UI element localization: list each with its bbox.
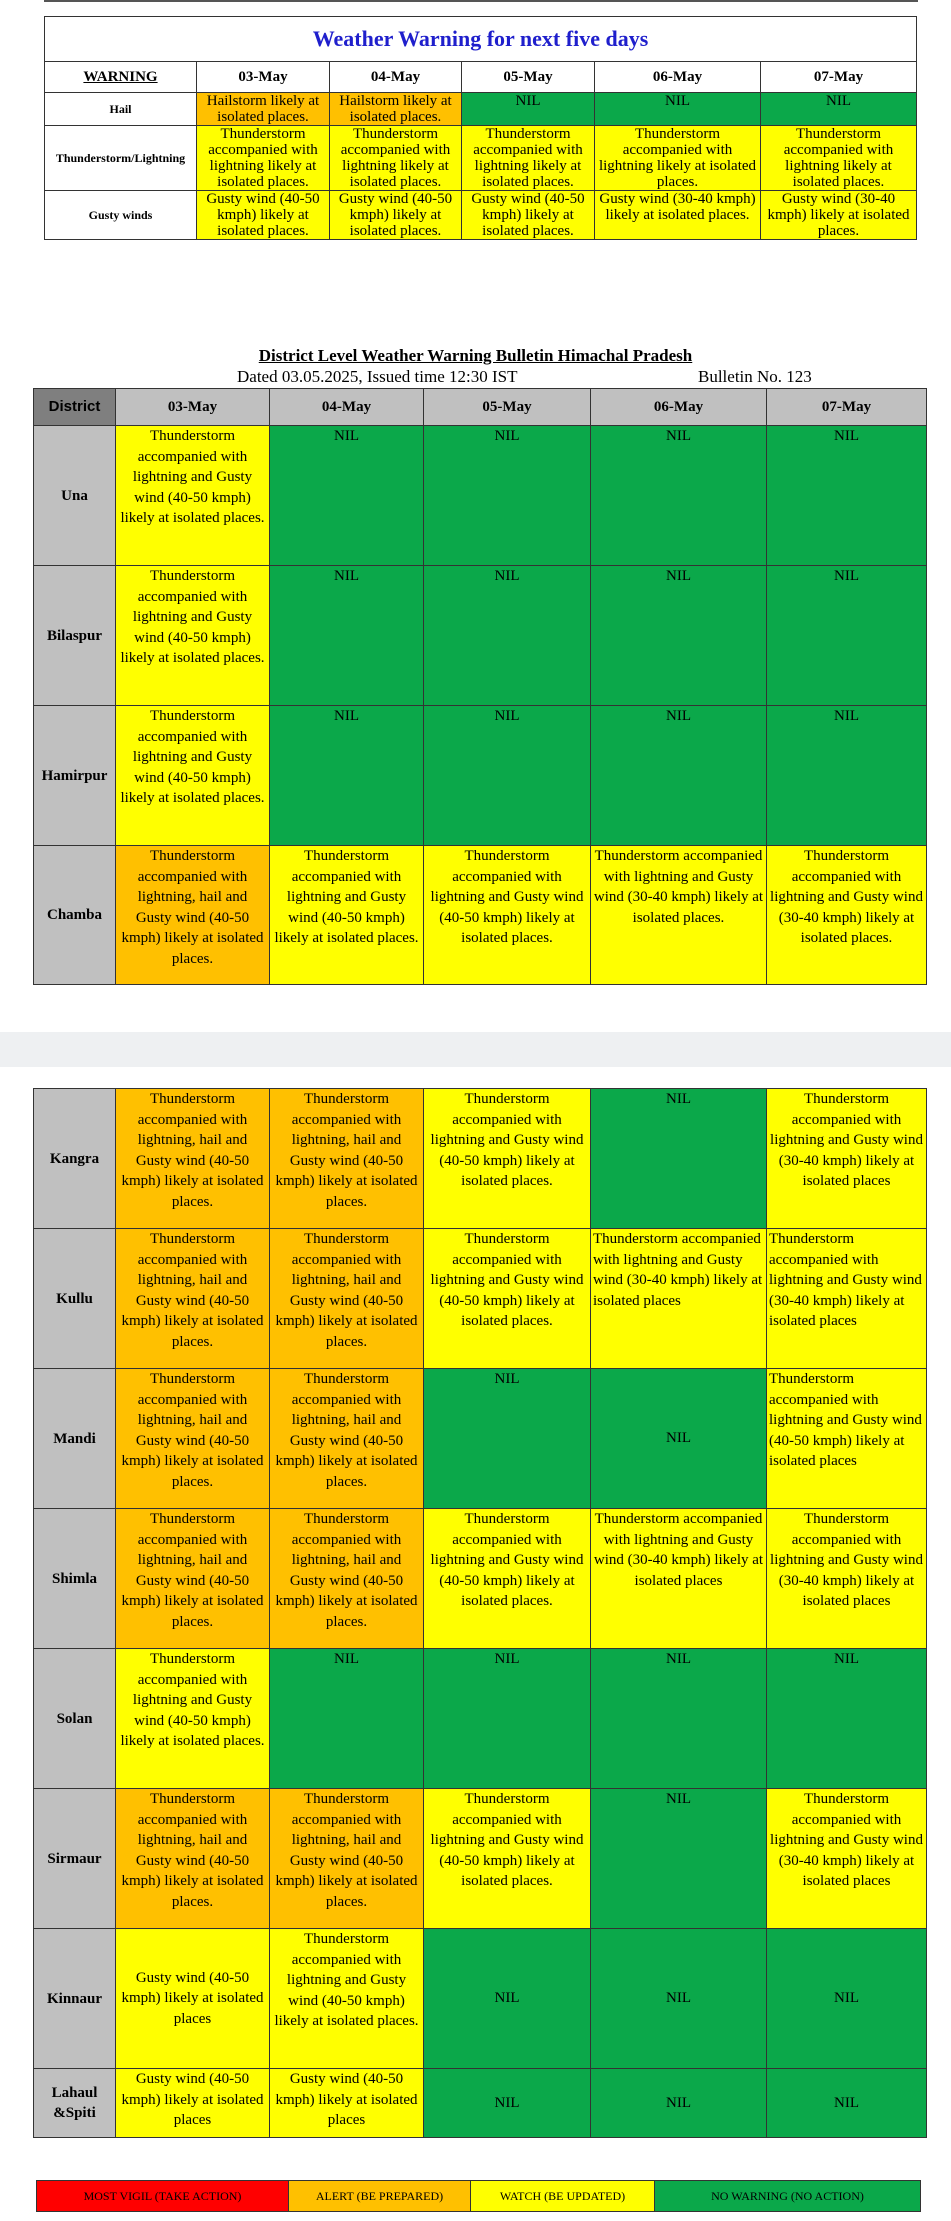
date-header: 07-May bbox=[767, 389, 927, 426]
district-warning-cell: NIL bbox=[424, 2069, 591, 2138]
district-warning-cell: NIL bbox=[767, 426, 927, 566]
bulletin-number: Bulletin No. 123 bbox=[698, 367, 812, 386]
warning-cell: NIL bbox=[595, 93, 761, 126]
warning-column-header: WARNING bbox=[45, 62, 197, 93]
warning-cell: Hailstorm likely at isolated places. bbox=[330, 93, 462, 126]
district-row bbox=[34, 706, 927, 846]
district-name: Kullu bbox=[34, 1229, 116, 1369]
warning-cell: Gusty wind (30-40 kmph) likely at isolated places. bbox=[595, 191, 761, 240]
district-name: Sirmaur bbox=[34, 1789, 116, 1929]
legend-item: MOST VIGIL (TAKE ACTION) bbox=[37, 2181, 289, 2212]
district-warning-cell: NIL bbox=[270, 566, 424, 706]
district-warning-cell: Thunderstorm accompanied with lightning and Gusty wind (40-50 kmph) likely at isolated places. bbox=[424, 1229, 591, 1369]
district-name: Solan bbox=[34, 1649, 116, 1789]
district-warning-cell: Thunderstorm accompanied with lightning, hail and Gusty wind (40-50 kmph) likely at isolated places. bbox=[116, 1369, 270, 1509]
district-warning-cell: Thunderstorm accompanied with lightning and Gusty wind (40-50 kmph) likely at isolated places. bbox=[424, 1789, 591, 1929]
district-row bbox=[34, 1509, 927, 1649]
district-warning-table-continued bbox=[33, 1088, 927, 2138]
district-warning-cell: NIL bbox=[767, 706, 927, 846]
warning-cell: Gusty wind (40-50 kmph) likely at isolated places. bbox=[197, 191, 330, 240]
date-header: 07-May bbox=[761, 62, 917, 93]
warning-cell: NIL bbox=[462, 93, 595, 126]
district-warning-cell: NIL bbox=[270, 706, 424, 846]
district-warning-cell: Thunderstorm accompanied with lightning and Gusty wind (40-50 kmph) likely at isolated places. bbox=[270, 1929, 424, 2069]
district-warning-cell: NIL bbox=[424, 566, 591, 706]
date-header: 03-May bbox=[116, 389, 270, 426]
district-warning-cell: Thunderstorm accompanied with lightning and Gusty wind (30-40 kmph) likely at isolated places bbox=[767, 1089, 927, 1229]
district-warning-cell: NIL bbox=[424, 1369, 591, 1509]
district-row bbox=[34, 1929, 927, 2069]
district-name: Una bbox=[34, 426, 116, 566]
warning-row bbox=[45, 191, 917, 240]
district-warning-cell: Gusty wind (40-50 kmph) likely at isolated places bbox=[270, 2069, 424, 2138]
district-warning-cell: Thunderstorm accompanied with lightning, hail and Gusty wind (40-50 kmph) likely at isolated places. bbox=[270, 1369, 424, 1509]
district-warning-cell: Thunderstorm accompanied with lightning, hail and Gusty wind (40-50 kmph) likely at isolated places. bbox=[270, 1229, 424, 1369]
district-warning-cell: NIL bbox=[767, 1649, 927, 1789]
bulletin-page-2 bbox=[0, 1067, 951, 2221]
legend-item: WATCH (BE UPDATED) bbox=[471, 2181, 655, 2212]
district-warning-cell: Thunderstorm accompanied with lightning and Gusty wind (40-50 kmph) likely at isolated places. bbox=[424, 846, 591, 985]
district-warning-cell: Thunderstorm accompanied with lightning and Gusty wind (40-50 kmph) likely at isolated places. bbox=[424, 1509, 591, 1649]
page-separator bbox=[0, 1032, 951, 1067]
legend-item: NO WARNING (NO ACTION) bbox=[655, 2181, 921, 2212]
district-row bbox=[34, 566, 927, 706]
warning-cell: Thunderstorm accompanied with lightning likely at isolated places. bbox=[595, 126, 761, 191]
district-warning-cell: Thunderstorm accompanied with lightning, hail and Gusty wind (40-50 kmph) likely at isolated places. bbox=[270, 1089, 424, 1229]
district-warning-cell: NIL bbox=[591, 1929, 767, 2069]
district-warning-cell: Thunderstorm accompanied with lightning, hail and Gusty wind (40-50 kmph) likely at isolated places. bbox=[116, 1229, 270, 1369]
date-header: 06-May bbox=[591, 389, 767, 426]
legend-row bbox=[37, 2181, 921, 2212]
five-day-header-row bbox=[45, 62, 917, 93]
district-row bbox=[34, 1789, 927, 1929]
warning-cell: Gusty wind (40-50 kmph) likely at isolated places. bbox=[462, 191, 595, 240]
district-header-row bbox=[34, 389, 927, 426]
bulletin-date: Dated 03.05.2025, Issued time 12:30 IST bbox=[237, 367, 518, 386]
district-warning-cell: Thunderstorm accompanied with lightning and Gusty wind (30-40 kmph) likely at isolated places bbox=[591, 1229, 767, 1369]
district-rows bbox=[34, 1089, 927, 2138]
district-row bbox=[34, 1229, 927, 1369]
district-warning-cell: Thunderstorm accompanied with lightning and Gusty wind (30-40 kmph) likely at isolated places bbox=[767, 1789, 927, 1929]
district-row bbox=[34, 426, 927, 566]
district-name: Bilaspur bbox=[34, 566, 116, 706]
district-name: Kinnaur bbox=[34, 1929, 116, 2069]
district-name: Kangra bbox=[34, 1089, 116, 1229]
date-header: 05-May bbox=[424, 389, 591, 426]
five-day-rows bbox=[45, 93, 917, 240]
district-warning-cell: Thunderstorm accompanied with lightning and Gusty wind (40-50 kmph) likely at isolated places. bbox=[116, 566, 270, 706]
warning-row bbox=[45, 126, 917, 191]
district-row bbox=[34, 1649, 927, 1789]
warning-type-label: Gusty winds bbox=[45, 191, 197, 240]
district-warning-cell: Thunderstorm accompanied with lightning, hail and Gusty wind (40-50 kmph) likely at isolated places. bbox=[116, 1789, 270, 1929]
date-header: 05-May bbox=[462, 62, 595, 93]
warning-cell: Thunderstorm accompanied with lightning likely at isolated places. bbox=[197, 126, 330, 191]
district-name: Lahaul &Spiti bbox=[34, 2069, 116, 2138]
district-name: Mandi bbox=[34, 1369, 116, 1509]
district-warning-table bbox=[33, 388, 927, 985]
district-name: Shimla bbox=[34, 1509, 116, 1649]
district-warning-cell: NIL bbox=[270, 426, 424, 566]
district-warning-cell: NIL bbox=[767, 566, 927, 706]
legend-item: ALERT (BE PREPARED) bbox=[289, 2181, 471, 2212]
district-column-header: District bbox=[34, 389, 116, 426]
district-warning-cell: Thunderstorm accompanied with lightning, hail and Gusty wind (40-50 kmph) likely at isolated places. bbox=[270, 1509, 424, 1649]
warning-row bbox=[45, 93, 917, 126]
district-rows bbox=[34, 426, 927, 985]
district-warning-cell: Gusty wind (40-50 kmph) likely at isolated places bbox=[116, 1929, 270, 2069]
district-warning-cell: NIL bbox=[424, 1649, 591, 1789]
warning-cell: Thunderstorm accompanied with lightning likely at isolated places. bbox=[761, 126, 917, 191]
district-warning-cell: NIL bbox=[591, 1649, 767, 1789]
date-header: 04-May bbox=[270, 389, 424, 426]
district-warning-cell: NIL bbox=[767, 1929, 927, 2069]
five-day-title: Weather Warning for next five days bbox=[45, 17, 917, 62]
warning-cell: Gusty wind (30-40 kmph) likely at isolated places. bbox=[761, 191, 917, 240]
color-legend bbox=[36, 2180, 921, 2212]
district-warning-cell: Thunderstorm accompanied with lightning and Gusty wind (30-40 kmph) likely at isolated places bbox=[767, 1509, 927, 1649]
district-row bbox=[34, 1369, 927, 1509]
district-warning-cell: NIL bbox=[591, 706, 767, 846]
district-warning-cell: Thunderstorm accompanied with lightning and Gusty wind (30-40 kmph) likely at isolated places. bbox=[767, 846, 927, 985]
bulletin-page-1 bbox=[0, 0, 951, 1032]
warning-cell: NIL bbox=[761, 93, 917, 126]
district-warning-cell: NIL bbox=[591, 426, 767, 566]
district-warning-cell: Gusty wind (40-50 kmph) likely at isolated places bbox=[116, 2069, 270, 2138]
district-warning-cell: Thunderstorm accompanied with lightning and Gusty wind (40-50 kmph) likely at isolated places. bbox=[116, 1649, 270, 1789]
district-warning-cell: NIL bbox=[591, 1789, 767, 1929]
district-row bbox=[34, 1089, 927, 1229]
warning-cell: Thunderstorm accompanied with lightning likely at isolated places. bbox=[462, 126, 595, 191]
district-warning-cell: NIL bbox=[424, 426, 591, 566]
date-header: 04-May bbox=[330, 62, 462, 93]
top-border-line bbox=[44, 0, 918, 2]
district-warning-cell: Thunderstorm accompanied with lightning and Gusty wind (40-50 kmph) likely at isolated places bbox=[767, 1369, 927, 1509]
district-name: Chamba bbox=[34, 846, 116, 985]
district-warning-cell: Thunderstorm accompanied with lightning, hail and Gusty wind (40-50 kmph) likely at isolated places. bbox=[116, 1509, 270, 1649]
district-warning-cell: Thunderstorm accompanied with lightning and Gusty wind (40-50 kmph) likely at isolated places. bbox=[116, 426, 270, 566]
district-name: Hamirpur bbox=[34, 706, 116, 846]
district-warning-cell: Thunderstorm accompanied with lightning and Gusty wind (40-50 kmph) likely at isolated places. bbox=[270, 846, 424, 985]
district-row bbox=[34, 2069, 927, 2138]
warning-cell: Hailstorm likely at isolated places. bbox=[197, 93, 330, 126]
district-warning-cell: Thunderstorm accompanied with lightning and Gusty wind (30-40 kmph) likely at isolated places bbox=[767, 1229, 927, 1369]
district-warning-cell: NIL bbox=[591, 1089, 767, 1229]
district-row bbox=[34, 846, 927, 985]
district-warning-cell: Thunderstorm accompanied with lightning, hail and Gusty wind (40-50 kmph) likely at isolated places. bbox=[270, 1789, 424, 1929]
district-warning-cell: Thunderstorm accompanied with lightning and Gusty wind (30-40 kmph) likely at isolated places bbox=[591, 1509, 767, 1649]
district-warning-cell: Thunderstorm accompanied with lightning and Gusty wind (30-40 kmph) likely at isolated places. bbox=[591, 846, 767, 985]
warning-cell: Thunderstorm accompanied with lightning likely at isolated places. bbox=[330, 126, 462, 191]
district-warning-cell: Thunderstorm accompanied with lightning, hail and Gusty wind (40-50 kmph) likely at isolated places. bbox=[116, 1089, 270, 1229]
warning-type-label: Thunderstorm/Lightning bbox=[45, 126, 197, 191]
date-header: 03-May bbox=[197, 62, 330, 93]
five-day-warning-table bbox=[44, 16, 917, 240]
warning-cell: Gusty wind (40-50 kmph) likely at isolated places. bbox=[330, 191, 462, 240]
district-warning-cell: NIL bbox=[591, 2069, 767, 2138]
district-warning-cell: Thunderstorm accompanied with lightning and Gusty wind (40-50 kmph) likely at isolated places. bbox=[116, 706, 270, 846]
district-warning-cell: NIL bbox=[591, 1369, 767, 1509]
district-warning-cell: NIL bbox=[767, 2069, 927, 2138]
district-warning-cell: Thunderstorm accompanied with lightning, hail and Gusty wind (40-50 kmph) likely at isolated places. bbox=[116, 846, 270, 985]
date-header: 06-May bbox=[595, 62, 761, 93]
warning-type-label: Hail bbox=[45, 93, 197, 126]
district-warning-cell: NIL bbox=[424, 706, 591, 846]
district-warning-cell: NIL bbox=[424, 1929, 591, 2069]
bulletin-title: District Level Weather Warning Bulletin Himachal Pradesh bbox=[258, 346, 693, 365]
district-warning-cell: NIL bbox=[591, 566, 767, 706]
district-warning-cell: NIL bbox=[270, 1649, 424, 1789]
district-warning-cell: Thunderstorm accompanied with lightning and Gusty wind (40-50 kmph) likely at isolated places. bbox=[424, 1089, 591, 1229]
